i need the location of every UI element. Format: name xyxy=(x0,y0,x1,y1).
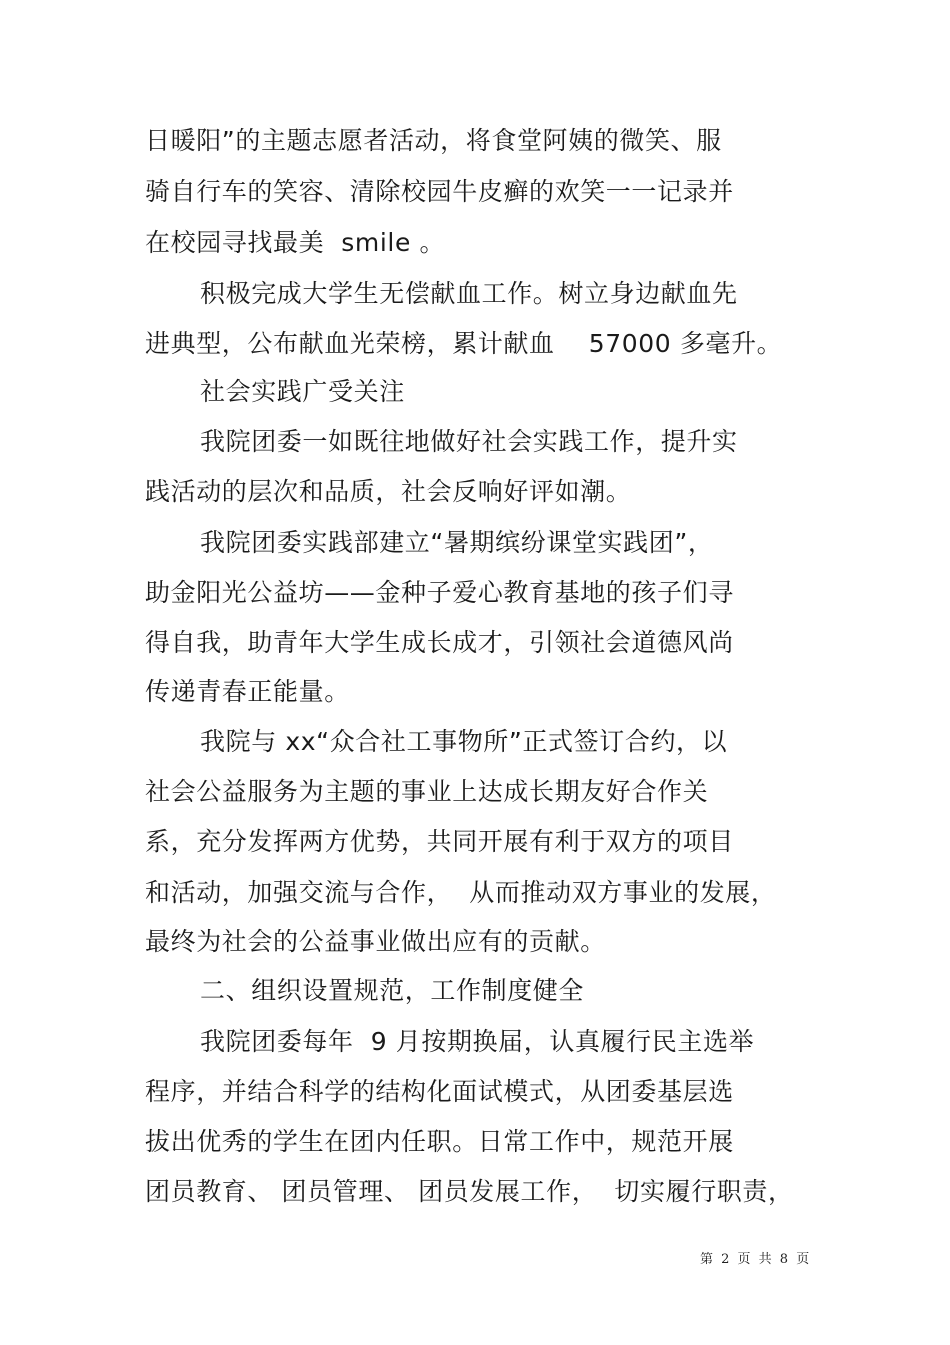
text-line xyxy=(0,675,950,709)
text-line xyxy=(0,277,950,311)
text-line xyxy=(0,1025,950,1059)
line-text: 社会实践广受关注 xyxy=(200,377,405,406)
section-heading xyxy=(0,974,950,1008)
line-text: 积极完成大学生无偿献血工作。树立身边献血先 xyxy=(200,279,738,308)
line-text: 我院团委每年 9 月按期换届，认真履行民主选举 xyxy=(200,1027,755,1056)
text-line xyxy=(0,475,950,509)
line-text: 二、组织设置规范，工作制度健全 xyxy=(200,976,585,1005)
page-number-footer: 第 2 页 共 8 页 xyxy=(700,1252,812,1267)
line-text: 拔出优秀的学生在团内任职。日常工作中，规范开展 xyxy=(145,1127,734,1156)
line-text: 得自我，助青年大学生成长成才，引领社会道德风尚 xyxy=(145,628,734,657)
line-text: 践活动的层次和品质，社会反响好评如潮。 xyxy=(145,477,632,506)
line-text: 骑自行车的笑容、清除校园牛皮癣的欢笑一一记录并 xyxy=(145,177,734,206)
text-line xyxy=(0,626,950,660)
line-text: 系，充分发挥两方优势，共同开展有利于双方的项目 xyxy=(145,827,734,856)
text-line xyxy=(0,775,950,809)
text-line xyxy=(0,526,950,560)
line-text: 最终为社会的公益事业做出应有的贡献。 xyxy=(145,927,606,956)
text-line xyxy=(0,725,950,759)
line-text: 进典型，公布献血光荣榜，累计献血 57000 多毫升。 xyxy=(145,329,783,358)
line-text: 助金阳光公益坊——金种子爱心教育基地的孩子们寻 xyxy=(145,578,734,607)
text-line xyxy=(0,1125,950,1159)
text-line xyxy=(0,226,950,260)
text-line xyxy=(0,1175,950,1209)
text-line xyxy=(0,876,950,910)
text-line xyxy=(0,825,950,859)
section-heading xyxy=(0,375,950,409)
line-text: 日暖阳”的主题志愿者活动，将食堂阿姨的微笑、服 xyxy=(145,126,722,155)
line-text: 我院团委一如既往地做好社会实践工作，提升实 xyxy=(200,427,738,456)
line-text: 传递青春正能量。 xyxy=(145,677,350,706)
line-text: 在校园寻找最美 smile 。 xyxy=(145,228,446,257)
text-line xyxy=(0,327,950,361)
line-text: 社会公益服务为主题的事业上达成长期友好合作关 xyxy=(145,777,709,806)
line-text: 我院与 xx“众合社工事物所”正式签订合约，以 xyxy=(200,727,728,756)
text-line xyxy=(0,925,950,959)
text-line xyxy=(0,576,950,610)
line-text: 和活动，加强交流与合作， 从而推动双方事业的发展， xyxy=(145,878,777,907)
line-text: 团员教育、 团员管理、 团员发展工作， 切实履行职责， xyxy=(145,1177,794,1206)
line-text: 我院团委实践部建立“暑期缤纷课堂实践团”， xyxy=(200,528,714,557)
line-text: 程序，并结合科学的结构化面试模式，从团委基层选 xyxy=(145,1077,734,1106)
text-line xyxy=(0,175,950,209)
text-line xyxy=(0,1075,950,1109)
text-line xyxy=(0,124,950,158)
text-line xyxy=(0,425,950,459)
